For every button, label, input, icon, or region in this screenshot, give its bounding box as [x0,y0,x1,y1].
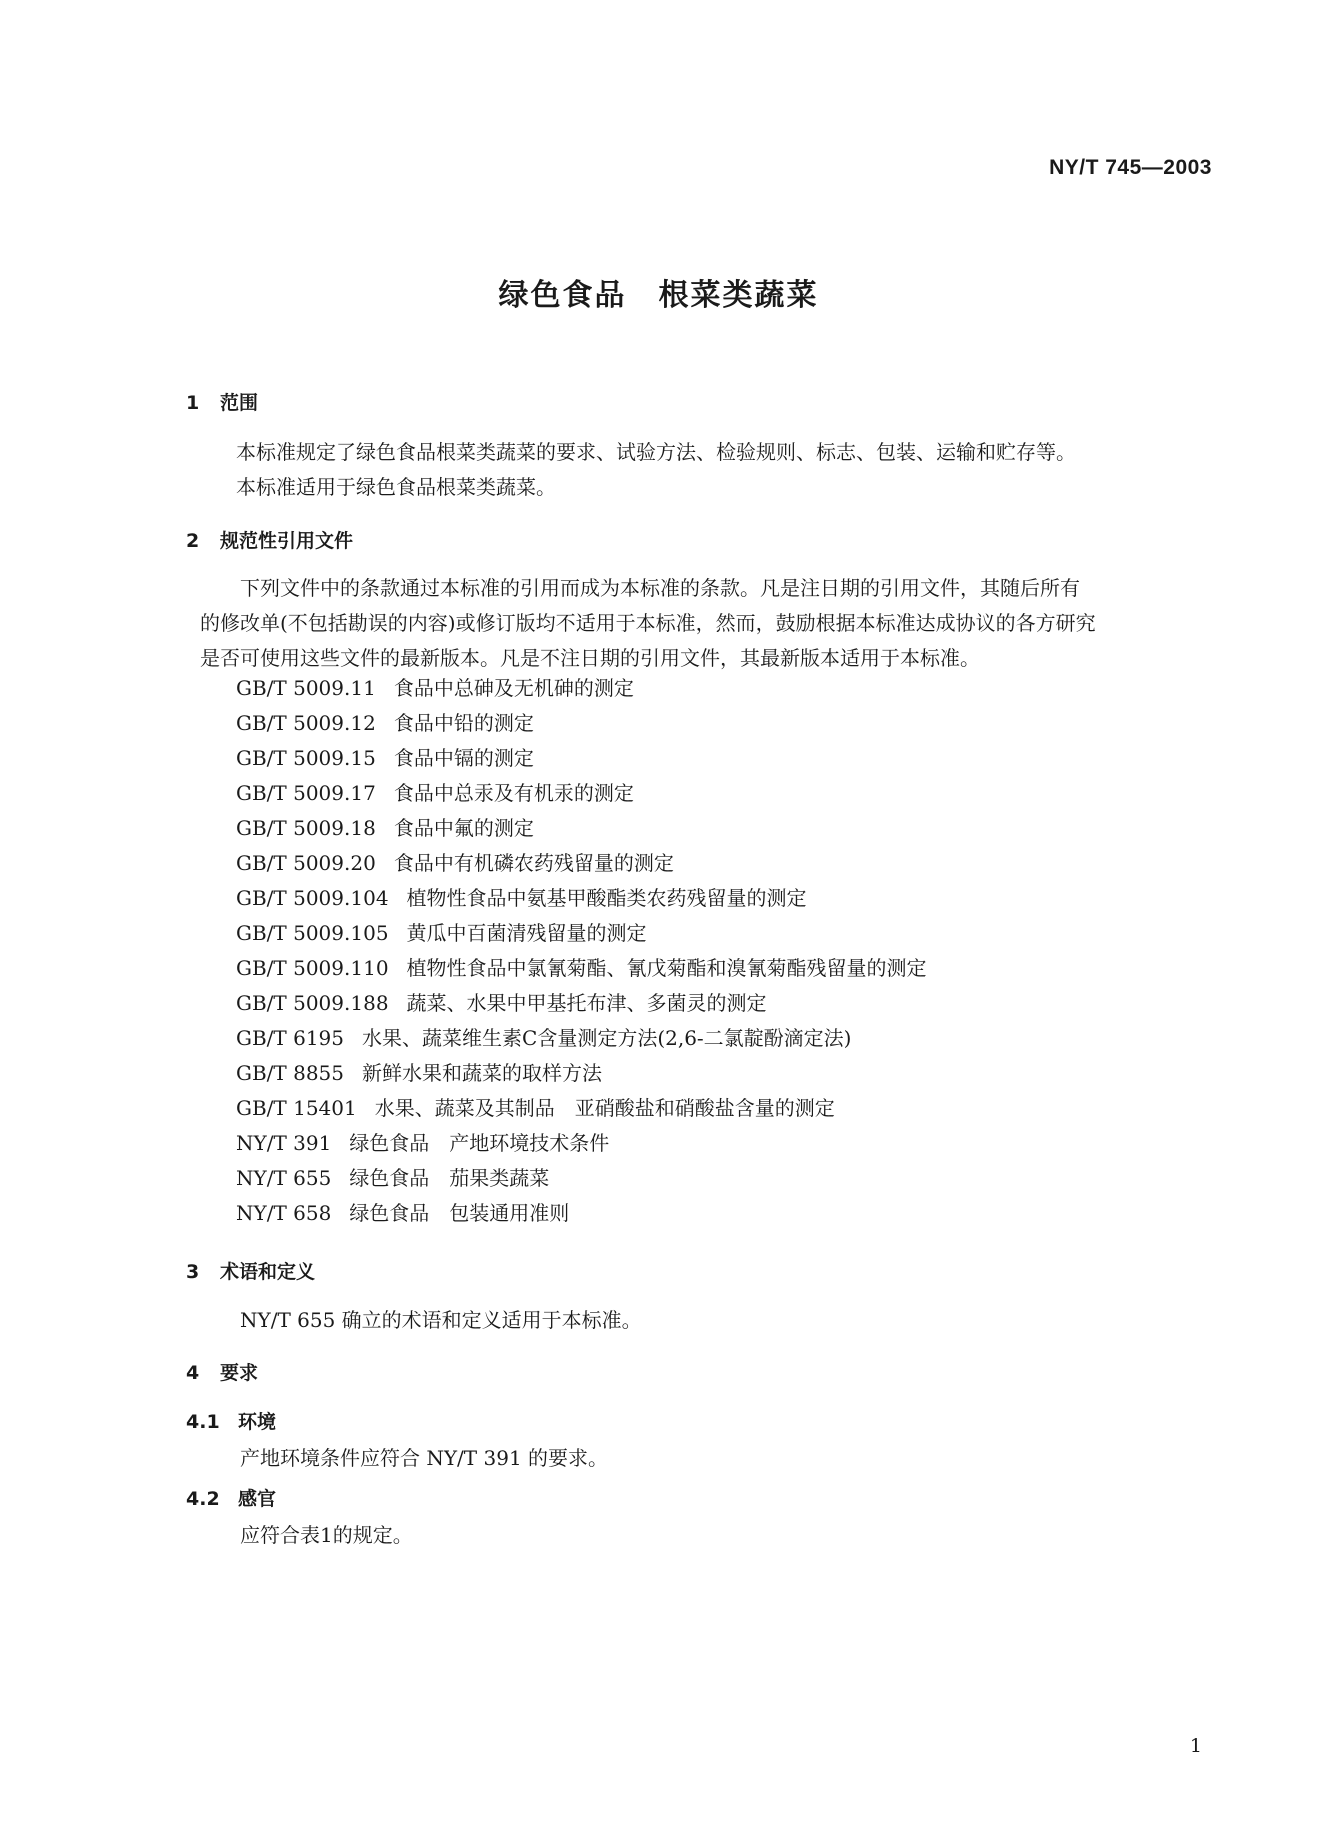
reference-title: 食品中总汞及有机汞的测定 [393,781,634,805]
paragraph: NY/T 655 确立的术语和定义适用于本标准。 [240,1308,642,1332]
reference-item [236,1056,927,1091]
section-4-1-heading [186,1407,276,1434]
reference-item [236,811,927,846]
paragraph-line: 下列文件中的条款通过本标准的引用而成为本标准的条款。凡是注日期的引用文件，其随后所有 [240,576,1080,600]
reference-title: 食品中总砷及无机砷的测定 [393,676,634,700]
reference-item [236,1196,927,1231]
reference-code: GB/T 5009.20 [236,851,376,875]
reference-item [236,1161,927,1196]
reference-code: GB/T 5009.110 [236,956,389,980]
paragraph-line: 的修改单(不包括勘误的内容)或修订版均不适用于本标准，然而，鼓励根据本标准达成协议的各方研究 [200,611,1096,635]
reference-title: 植物性食品中氯氰菊酯、氰戊菊酯和溴氰菊酯残留量的测定 [406,956,927,980]
reference-item [236,916,927,951]
section-title: 要求 [220,1362,259,1384]
reference-item [236,1126,927,1161]
reference-title: 食品中有机磷农药残留量的测定 [393,851,674,875]
reference-title: 食品中铅的测定 [393,711,534,735]
section-title: 规范性引用文件 [220,530,354,552]
section-title: 环境 [238,1411,277,1433]
reference-item [236,671,927,706]
reference-item [236,846,927,881]
reference-title: 绿色食品 茄果类蔬菜 [349,1166,550,1190]
reference-code: GB/T 5009.12 [236,711,376,735]
reference-title: 植物性食品中氨基甲酸酯类农药残留量的测定 [406,886,807,910]
section-number: 2 [186,530,200,552]
paragraph-line: 是否可使用这些文件的最新版本。凡是不注日期的引用文件，其最新版本适用于本标准。 [200,646,980,670]
section-4-heading [186,1358,258,1385]
reference-code: GB/T 5009.18 [236,816,376,840]
reference-code: NY/T 391 [236,1131,332,1155]
reference-code: GB/T 5009.11 [236,676,376,700]
paragraph: 本标准规定了绿色食品根菜类蔬菜的要求、试验方法、检验规则、标志、包装、运输和贮存等。 [236,440,1076,464]
reference-title: 新鲜水果和蔬菜的取样方法 [362,1061,603,1085]
section-title: 术语和定义 [220,1261,316,1283]
paragraph: 本标准适用于绿色食品根菜类蔬菜。 [236,475,556,499]
reference-title: 绿色食品 包装通用准则 [349,1201,570,1225]
reference-code: NY/T 658 [236,1201,332,1225]
section-3-heading [186,1257,315,1284]
reference-code: GB/T 8855 [236,1061,345,1085]
reference-item [236,881,927,916]
reference-title: 食品中镉的测定 [393,746,534,770]
reference-code: GB/T 5009.105 [236,921,389,945]
reference-code: GB/T 15401 [236,1096,357,1120]
reference-item [236,1091,927,1126]
section-title: 范围 [220,392,259,414]
reference-code: GB/T 5009.188 [236,991,389,1015]
reference-code: GB/T 5009.104 [236,886,389,910]
reference-title: 绿色食品 产地环境技术条件 [349,1131,610,1155]
reference-code: GB/T 5009.17 [236,781,376,805]
reference-item [236,741,927,776]
section-number: 4.2 [186,1488,220,1510]
reference-item [236,951,927,986]
reference-title: 水果、蔬菜维生素C含量测定方法(2,6-二氯靛酚滴定法) [362,1026,852,1050]
document-title: 绿色食品 根菜类蔬菜 [498,278,819,313]
reference-item [236,776,927,811]
reference-code: GB/T 5009.15 [236,746,376,770]
reference-title: 蔬菜、水果中甲基托布津、多菌灵的测定 [406,991,767,1015]
reference-item [236,1021,927,1056]
page-number: 1 [1189,1735,1202,1757]
section-number: 4.1 [186,1411,220,1433]
reference-title: 黄瓜中百菌清残留量的测定 [406,921,647,945]
section-4-2-heading [186,1484,276,1511]
section-title: 感官 [238,1488,277,1510]
reference-item [236,986,927,1021]
section-number: 3 [186,1261,200,1283]
standard-code: NY/T 745—2003 [1049,156,1212,179]
section-1-heading [186,388,258,415]
paragraph: 产地环境条件应符合 NY/T 391 的要求。 [240,1446,609,1470]
reference-list [236,671,927,1231]
section-number: 4 [186,1362,200,1384]
section-number: 1 [186,392,200,414]
reference-item [236,706,927,741]
section-2-heading [186,526,353,553]
paragraph: 应符合表1的规定。 [240,1523,413,1547]
reference-code: NY/T 655 [236,1166,332,1190]
reference-code: GB/T 6195 [236,1026,345,1050]
reference-title: 食品中氟的测定 [393,816,534,840]
reference-title: 水果、蔬菜及其制品 亚硝酸盐和硝酸盐含量的测定 [374,1096,835,1120]
